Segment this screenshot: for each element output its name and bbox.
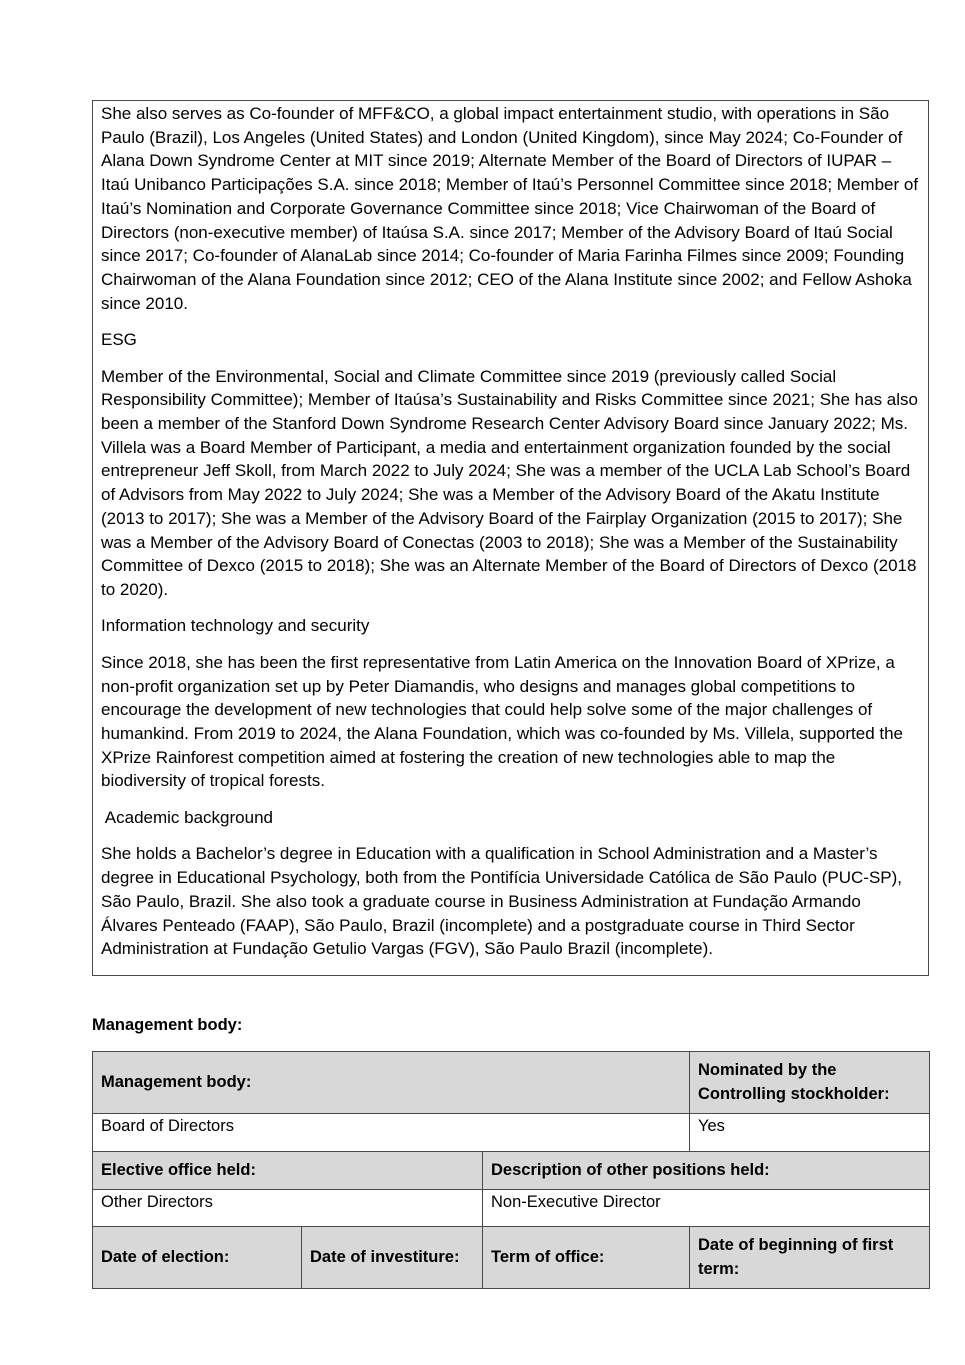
table-row: [93, 1227, 930, 1289]
table-row: [93, 1114, 930, 1152]
nominated-label: Nominated by the Controlling stockholder:: [690, 1052, 930, 1114]
other-positions-label: Description of other positions held:: [483, 1152, 930, 1190]
bio-paragraph-esg: Member of the Environmental, Social and Climate Committee since 2019 (previously called Social Responsibility Committee); Member of Itaúsa’s Sustainability and Risks Committee since 2021; She has also been a member of the Stanford Down Syndrome Research Center Advisory Board since January 2022; Ms. Villela was a Board Member of Participant, a media and entertainment organization founded by the social entrepreneur Jeff Skoll, from March 2022 to July 2024; She was a member of the UCLA Lab School’s Board of Advisors from May 2022 to July 2024; She was a Member of the Advisory Board of the Akatu Institute (2013 to 2017); She was a Member of the Advisory Board of the Fairplay Organization (2015 to 2017); She was a Member of the Advisory Board of Conectas (2003 to 2018); She was a Member of the Sustainability Committee of Dexco (2015 to 2018); She was an Alternate Member of the Board of Directors of Dexco (2018 to 2020).: [101, 366, 918, 599]
nominated-value: Yes: [690, 1114, 930, 1152]
elective-office-label: Elective office held:: [93, 1152, 483, 1190]
date-of-election-label: Date of election:: [93, 1227, 302, 1289]
table-row: [93, 1152, 930, 1190]
other-positions-value: Non-Executive Director: [483, 1190, 930, 1227]
bio-paragraph-positions: She also serves as Co-founder of MFF&CO, a global impact entertainment studio, with operations in São Paulo (Brazil), Los Angeles (United States) and London (United Kingdom), since May 2024; Co-Founder of Alana Down Syndrome Center at MIT since 2019; Alternate Member of the Board of Directors of IUPAR – Itaú Unibanco Participações S.A. since 2018; Member of Itaú’s Personnel Committee since 2018; Member of Itaú’s Nomination and Corporate Governance Committee since 2018; Vice Chairwoman of the Board of Directors (non-executive member) of Itaúsa S.A. since 2017; Member of the Advisory Board of Itaú Social since 2017; Co-founder of AlanaLab since 2014; Co-founder of Maria Farinha Filmes since 2009; Founding Chairwoman of the Alana Foundation since 2012; CEO of the Alana Institute since 2002; and Fellow Ashoka since 2010.: [101, 104, 919, 313]
table-row: [93, 1052, 930, 1114]
bio-heading-esg: ESG: [101, 330, 137, 350]
bio-heading-it-security: Information technology and security: [101, 616, 370, 636]
date-of-investiture-label: Date of investiture:: [302, 1227, 483, 1289]
date-first-term-label: Date of beginning of first term:: [690, 1227, 930, 1289]
table-row: [93, 1190, 930, 1227]
bio-heading-academic: Academic background: [101, 807, 273, 827]
management-body-label: Management body:: [93, 1052, 690, 1114]
term-of-office-label: Term of office:: [483, 1227, 690, 1289]
elective-office-value: Other Directors: [93, 1190, 483, 1227]
section-title: Management body:: [92, 1016, 243, 1034]
management-table: [92, 1051, 930, 1289]
bio-paragraph-it-security: Since 2018, she has been the first representative from Latin America on the Innovation Board of XPrize, a non-profit organization set up by Peter Diamandis, who designs and manages global competitions to encourage the development of new technologies that could help solve some of the major challenges of humankind. From 2019 to 2024, the Alana Foundation, which was co-founded by Ms. Villela, supported the XPrize Rainforest competition aimed at fostering the creation of new technologies able to map the biodiversity of tropical forests.: [101, 652, 904, 791]
management-body-value: Board of Directors: [93, 1114, 690, 1152]
biography-box: [92, 100, 929, 976]
bio-paragraph-academic: She holds a Bachelor’s degree in Education with a qualification in School Administration and a Master’s degree in Educational Psychology, both from the Pontifícia Universidade Católica de São Paulo (PUC-SP), São Paulo, Brazil. She also took a graduate course in Business Administration at Fundação Armando Álvares Penteado (FAAP), São Paulo, Brazil (incomplete) and a postgraduate course in Third Sector Administration at Fundação Getulio Vargas (FGV), São Paulo Brazil (incomplete).: [101, 844, 903, 959]
